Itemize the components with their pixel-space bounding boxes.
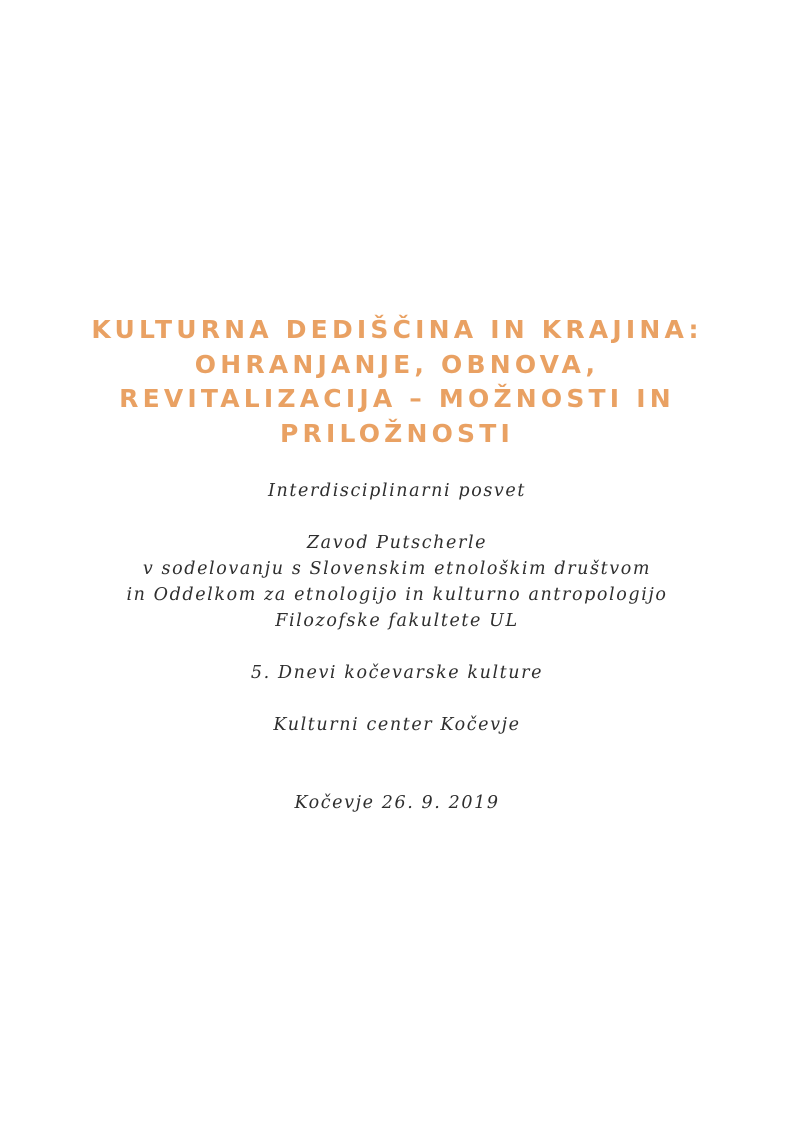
place-date-text: Kočevje 26. 9. 2019 (294, 793, 500, 813)
event-series-text: 5. Dnevi kočevarske kulture (250, 663, 544, 683)
title-line-2: OHRANJANJE, OBNOVA, (194, 349, 600, 379)
organizer-line-2: v sodelovanju s Slovenskim etnološkim društvom (142, 559, 652, 579)
organizer-line-1: Zavod Putscherle (306, 533, 488, 553)
event-series (0, 660, 794, 686)
title-line-4: PRILOŽNOSTI (279, 418, 515, 448)
place-date (0, 790, 794, 816)
organizer-line-3: in Oddelkom za etnologijo in kulturno antropologijo (126, 585, 668, 605)
title-line-3: REVITALIZACIJA – MOŽNOSTI IN (119, 384, 675, 413)
organizers-block (0, 530, 794, 634)
title-line-1: KULTURNA DEDIŠČINA IN KRAJINA: (91, 315, 703, 344)
document-title (60, 313, 734, 451)
venue (0, 712, 794, 738)
venue-text: Kulturni center Kočevje (273, 715, 521, 735)
organizer-line-4: Filozofske fakultete UL (275, 611, 519, 631)
event-type-text: Interdisciplinarni posvet (267, 481, 526, 501)
event-type (0, 478, 794, 504)
